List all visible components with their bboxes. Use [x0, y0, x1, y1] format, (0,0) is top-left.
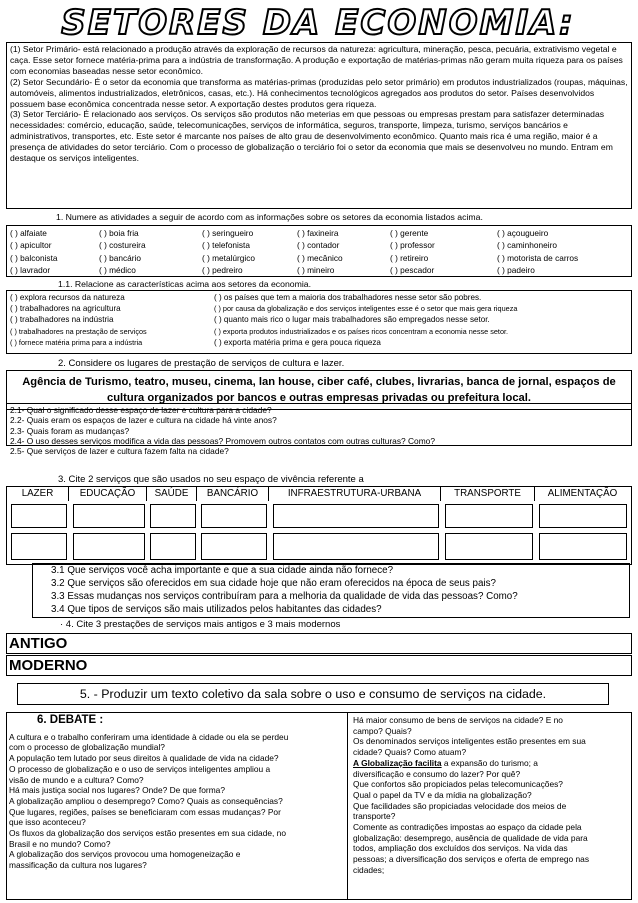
debate-line: transporte?: [353, 811, 396, 822]
activity: ( ) faxineira: [297, 228, 339, 238]
question-item: 2.1- Qual o significado desse espaço de lazer e cultura para a cidade?: [10, 405, 272, 415]
intro-secondary: (2) Setor Secundário- É o setor da economia que transforma as matérias-primas (produzidas pelo setor primário) em produtos industrializados (roupas, máquinas, automóveis, alimentos industrializados, eletrônicos, casas, etc.). Há conhecimentos tecnológicos agregados aos produtos do setor. Países desenvolvidos possuem base econômica concentrada nesse setor. A exportação destes produtos gera riqueza.: [10, 76, 628, 109]
answer-cell[interactable]: [11, 533, 67, 560]
activity: ( ) bancário: [99, 252, 141, 263]
answer-cell[interactable]: [201, 533, 267, 560]
activity: ( ) retireiro: [390, 252, 429, 263]
debate-line: campo? Quais?: [353, 725, 412, 736]
debate-line: Brasil e no mundo? Como?: [9, 838, 111, 849]
question-item: 2.2- Quais eram os espaços de lazer e cultura na cidade há vinte anos?: [10, 415, 277, 426]
question-item: 2.5- Que serviços de lazer e cultura fazem falta na cidade?: [10, 446, 229, 457]
moderno-row[interactable]: [6, 655, 632, 676]
intro-primary: (1) Setor Primário- está relacionado a produção através da exploração de recursos da natureza: agricultura, mineração, pesca, pecuária, extrativismo vegetal e caça. Esse setor fornece matéria-prima para a indústria de transformação. A produção e exportação de matérias-primas não geram muita riqueza para os países com economias baseadas nesse setor econômico.: [10, 44, 623, 76]
header-saude: SAÚDE: [147, 487, 197, 501]
debate-line: O processo de globalização e o uso de serviços inteligentes ampliou a: [9, 763, 271, 774]
header-educacao: EDUCAÇÃO: [69, 487, 147, 501]
activity: ( ) seringueiro: [202, 228, 254, 238]
question-item: 3.1 Que serviços você acha importante e que a sua cidade ainda não fornece?: [51, 565, 394, 576]
question-5: 5. - Produzir um texto coletivo da sala sobre o uso e consumo de serviços na cidade.: [17, 683, 609, 705]
question-4: · 4. Cite 3 prestações de serviços mais antigos e 3 mais modernos: [60, 619, 341, 630]
answer-cell[interactable]: [73, 504, 145, 528]
debate-line: Os denominados serviços inteligentes estão presentes em sua: [353, 736, 586, 747]
activity: ( ) apicultor: [10, 240, 52, 251]
question-3: 3. Cite 2 serviços que são usados no seu espaço de vivência referente a: [58, 474, 364, 485]
activity: ( ) pedreiro: [202, 265, 243, 276]
answer-cell[interactable]: [445, 533, 533, 560]
debate-line: Há maior consumo de bens de serviços na cidade? E no: [353, 715, 563, 725]
question-item: 2.4- O uso desses serviços modifica a vida das pessoas? Promovem outros contatos com outras culturas? Como?: [10, 435, 435, 446]
answer-cell[interactable]: [273, 504, 439, 528]
activity: ( ) boia fria: [99, 228, 139, 238]
activity: ( ) telefonista: [202, 240, 250, 251]
question-1-1: 1.1. Relacione as características acima aos setores da economia.: [58, 279, 312, 289]
activity: ( ) motorista de carros: [497, 252, 579, 263]
activity: ( ) lavrador: [10, 265, 51, 276]
header-lazer: LAZER: [7, 487, 69, 501]
activity: ( ) padeiro: [497, 265, 535, 276]
activity: ( ) açougueiro: [497, 228, 549, 238]
characteristic: ( ) trabalhadores na indústria: [10, 315, 114, 325]
debate-left-column: [9, 715, 343, 871]
question-item: 3.4 Que tipos de serviços são mais utilizados pelos habitantes das cidades?: [51, 604, 382, 615]
debate-line: pessoas; a diversificação dos serviços e oferta de emprego nas: [353, 854, 590, 865]
debate-title: 6. DEBATE :: [37, 714, 104, 726]
characteristic: ( ) quanto mais rico o lugar mais trabalhadores são empregados nesse setor.: [214, 315, 490, 325]
debate-line: diversificação e consumo do lazer? Por quê?: [353, 768, 521, 779]
activity: ( ) contador: [297, 240, 340, 251]
debate-line: Há mais justiça social nos lugares? Onde? De que forma?: [9, 785, 225, 796]
characteristic: ( ) trabalhadores na prestação de serviços: [10, 326, 147, 336]
answer-cell[interactable]: [150, 533, 196, 560]
debate-line: visão de mundo e a cultura? Como?: [9, 774, 144, 785]
debate-line: que isso aconteceu?: [9, 817, 86, 828]
answer-cell[interactable]: [201, 504, 267, 528]
debate-line: A globalização ampliou o desemprego? Como? Quais as consequências?: [9, 795, 283, 806]
characteristic: ( ) os países que tem a maioria dos trabalhadores nesse setor são pobres.: [214, 293, 482, 302]
header-transporte: TRANSPORTE: [441, 487, 535, 501]
activity: ( ) balconista: [10, 252, 58, 263]
debate-line: Que facilidades são propiciadas velocidade dos meios de: [353, 800, 567, 811]
characteristic: ( ) fornece matéria prima para a indústria: [10, 337, 143, 347]
question-item: 3.3 Essas mudanças nos serviços contribuíram para a melhoria da qualidade de vida das pessoas? Como?: [51, 591, 518, 602]
header-alimentacao: ALIMENTAÇÃO: [547, 488, 618, 499]
activity: ( ) médico: [99, 265, 136, 276]
debate-line: com o processo de globalização mundial?: [9, 742, 165, 753]
debate-line: cidades;: [353, 864, 385, 875]
debate-line: Qual o papel da TV e da mídia na globalização?: [353, 789, 532, 800]
debate-line: massificação da cultura nos lugares?: [9, 860, 147, 871]
globalization-heading: A Globalização facilita: [353, 757, 442, 768]
answer-cell[interactable]: [445, 504, 533, 528]
services-table: [6, 486, 632, 565]
activity: ( ) costureira: [99, 240, 146, 251]
characteristic: ( ) trabalhadores na agricultura: [10, 304, 121, 314]
debate-line: A população tem lutado por seus direitos à qualidade de vida na cidade?: [9, 753, 279, 764]
answer-cell[interactable]: [539, 504, 627, 528]
debate-line: Comente as contradições impostas ao espaço da cidade pela: [353, 822, 582, 833]
intro-tertiary: (3) Setor Terciário- É relacionado aos serviços. Os serviços são produtos não meterias em que pessoas ou empresas prestam para satisfazer determinadas necessidades: comércio, educação, saúde, telecomunicações, serviços de informática, seguros, transporte, limpeza, turismo, serviços bancários e administrativos, transportes, etc. Este setor é marcante nos países de alto grau de desenvolvimento econômico. Quanto mais rica é uma região, maior é a presença de atividades do setor terciário. Com o processo de globalização o terciário foi o setor da economia que mais se desenvolveu no mundo. Entram em destaque os serviços inteligentes.: [10, 109, 613, 164]
question-item: 2.3- Quais foram as mudanças?: [10, 425, 130, 436]
activity: ( ) mineiro: [297, 265, 335, 276]
intro-text-box: [6, 42, 632, 209]
activity: ( ) caminhoneiro: [497, 240, 557, 251]
debate-line: A cultura e o trabalho conferiram uma identidade à cidade ou ela se perdeu: [9, 731, 289, 742]
debate-line: A globalização dos serviços provocou uma homogeneização e: [9, 849, 241, 860]
moderno-label: MODERNO: [9, 657, 88, 674]
debate-line: Que confortos são propiciados pelas telecomunicações?: [353, 779, 563, 790]
characteristics-grid: [6, 290, 632, 354]
header-bancario: BANCÁRIO: [197, 487, 269, 501]
answer-cell[interactable]: [273, 533, 439, 560]
answer-cell[interactable]: [11, 504, 67, 528]
debate-line: globalização: desemprego, ausência de qualidade de vida para: [353, 832, 588, 843]
culture-places-box: Agência de Turismo, teatro, museu, cinema, lan house, ciber café, clubes, livrarias, banca de jornal, espaços de cultura organizados por bancos e outras empresas privadas ou prefeitura local.: [6, 370, 632, 410]
activity: ( ) gerente: [390, 228, 429, 238]
antigo-label: ANTIGO: [9, 635, 68, 652]
header-infraestrutura: INFRAESTRUTURA-URBANA: [269, 487, 441, 501]
activity: ( ) metalúrgico: [202, 252, 256, 263]
debate-line: Os fluxos da globalização dos serviços estão presentes em sua cidade, no: [9, 828, 286, 839]
debate-line: [353, 758, 631, 769]
answer-cell[interactable]: [150, 504, 196, 528]
activity: ( ) pescador: [390, 265, 435, 276]
debate-line: cidade? Quais? Como atuam?: [353, 747, 467, 758]
antigo-row[interactable]: [6, 633, 632, 654]
answer-cell[interactable]: [73, 533, 145, 560]
question-2: 2. Considere os lugares de prestação de serviços de cultura e lazer.: [58, 358, 345, 369]
activity: ( ) professor: [390, 240, 435, 251]
characteristic: ( ) exporta matéria prima e gera pouca riqueza: [214, 337, 381, 347]
characteristic: ( ) explora recursos da natureza: [10, 293, 125, 302]
answer-cell[interactable]: [539, 533, 627, 560]
characteristic: ( ) exporta produtos industrializados e os países ricos concentram a economia nesse setor.: [214, 326, 509, 336]
activities-grid: [6, 225, 632, 277]
debate-line: todos, ampliação dos excluídos dos serviços. Na vida das: [353, 843, 568, 854]
activity: ( ) mecânico: [297, 252, 343, 263]
globalization-rest: a expansão do turismo; a: [441, 757, 538, 768]
question-2-items: [6, 403, 632, 457]
debate-right-column: [353, 715, 631, 876]
question-3-items: [32, 563, 630, 618]
question-1: 1. Numere as atividades a seguir de acordo com as informações sobre os setores da economia listados acima.: [56, 212, 483, 222]
debate-box: [6, 712, 632, 900]
column-divider: [347, 713, 348, 899]
characteristic: ( ) por causa da globalização e dos serviços inteligentes esse é o setor que mais gera riqueza: [214, 304, 518, 314]
activity: ( ) alfaiate: [10, 228, 47, 238]
question-item: 3.2 Que serviços são oferecidos em sua cidade hoje que não eram oferecidos na época de seus pais?: [51, 578, 496, 589]
page-title: SETORES DA ECONOMIA:: [61, 3, 575, 43]
debate-line: Que lugares, regiões, países se beneficiaram com essas mudanças? Por: [9, 806, 281, 817]
